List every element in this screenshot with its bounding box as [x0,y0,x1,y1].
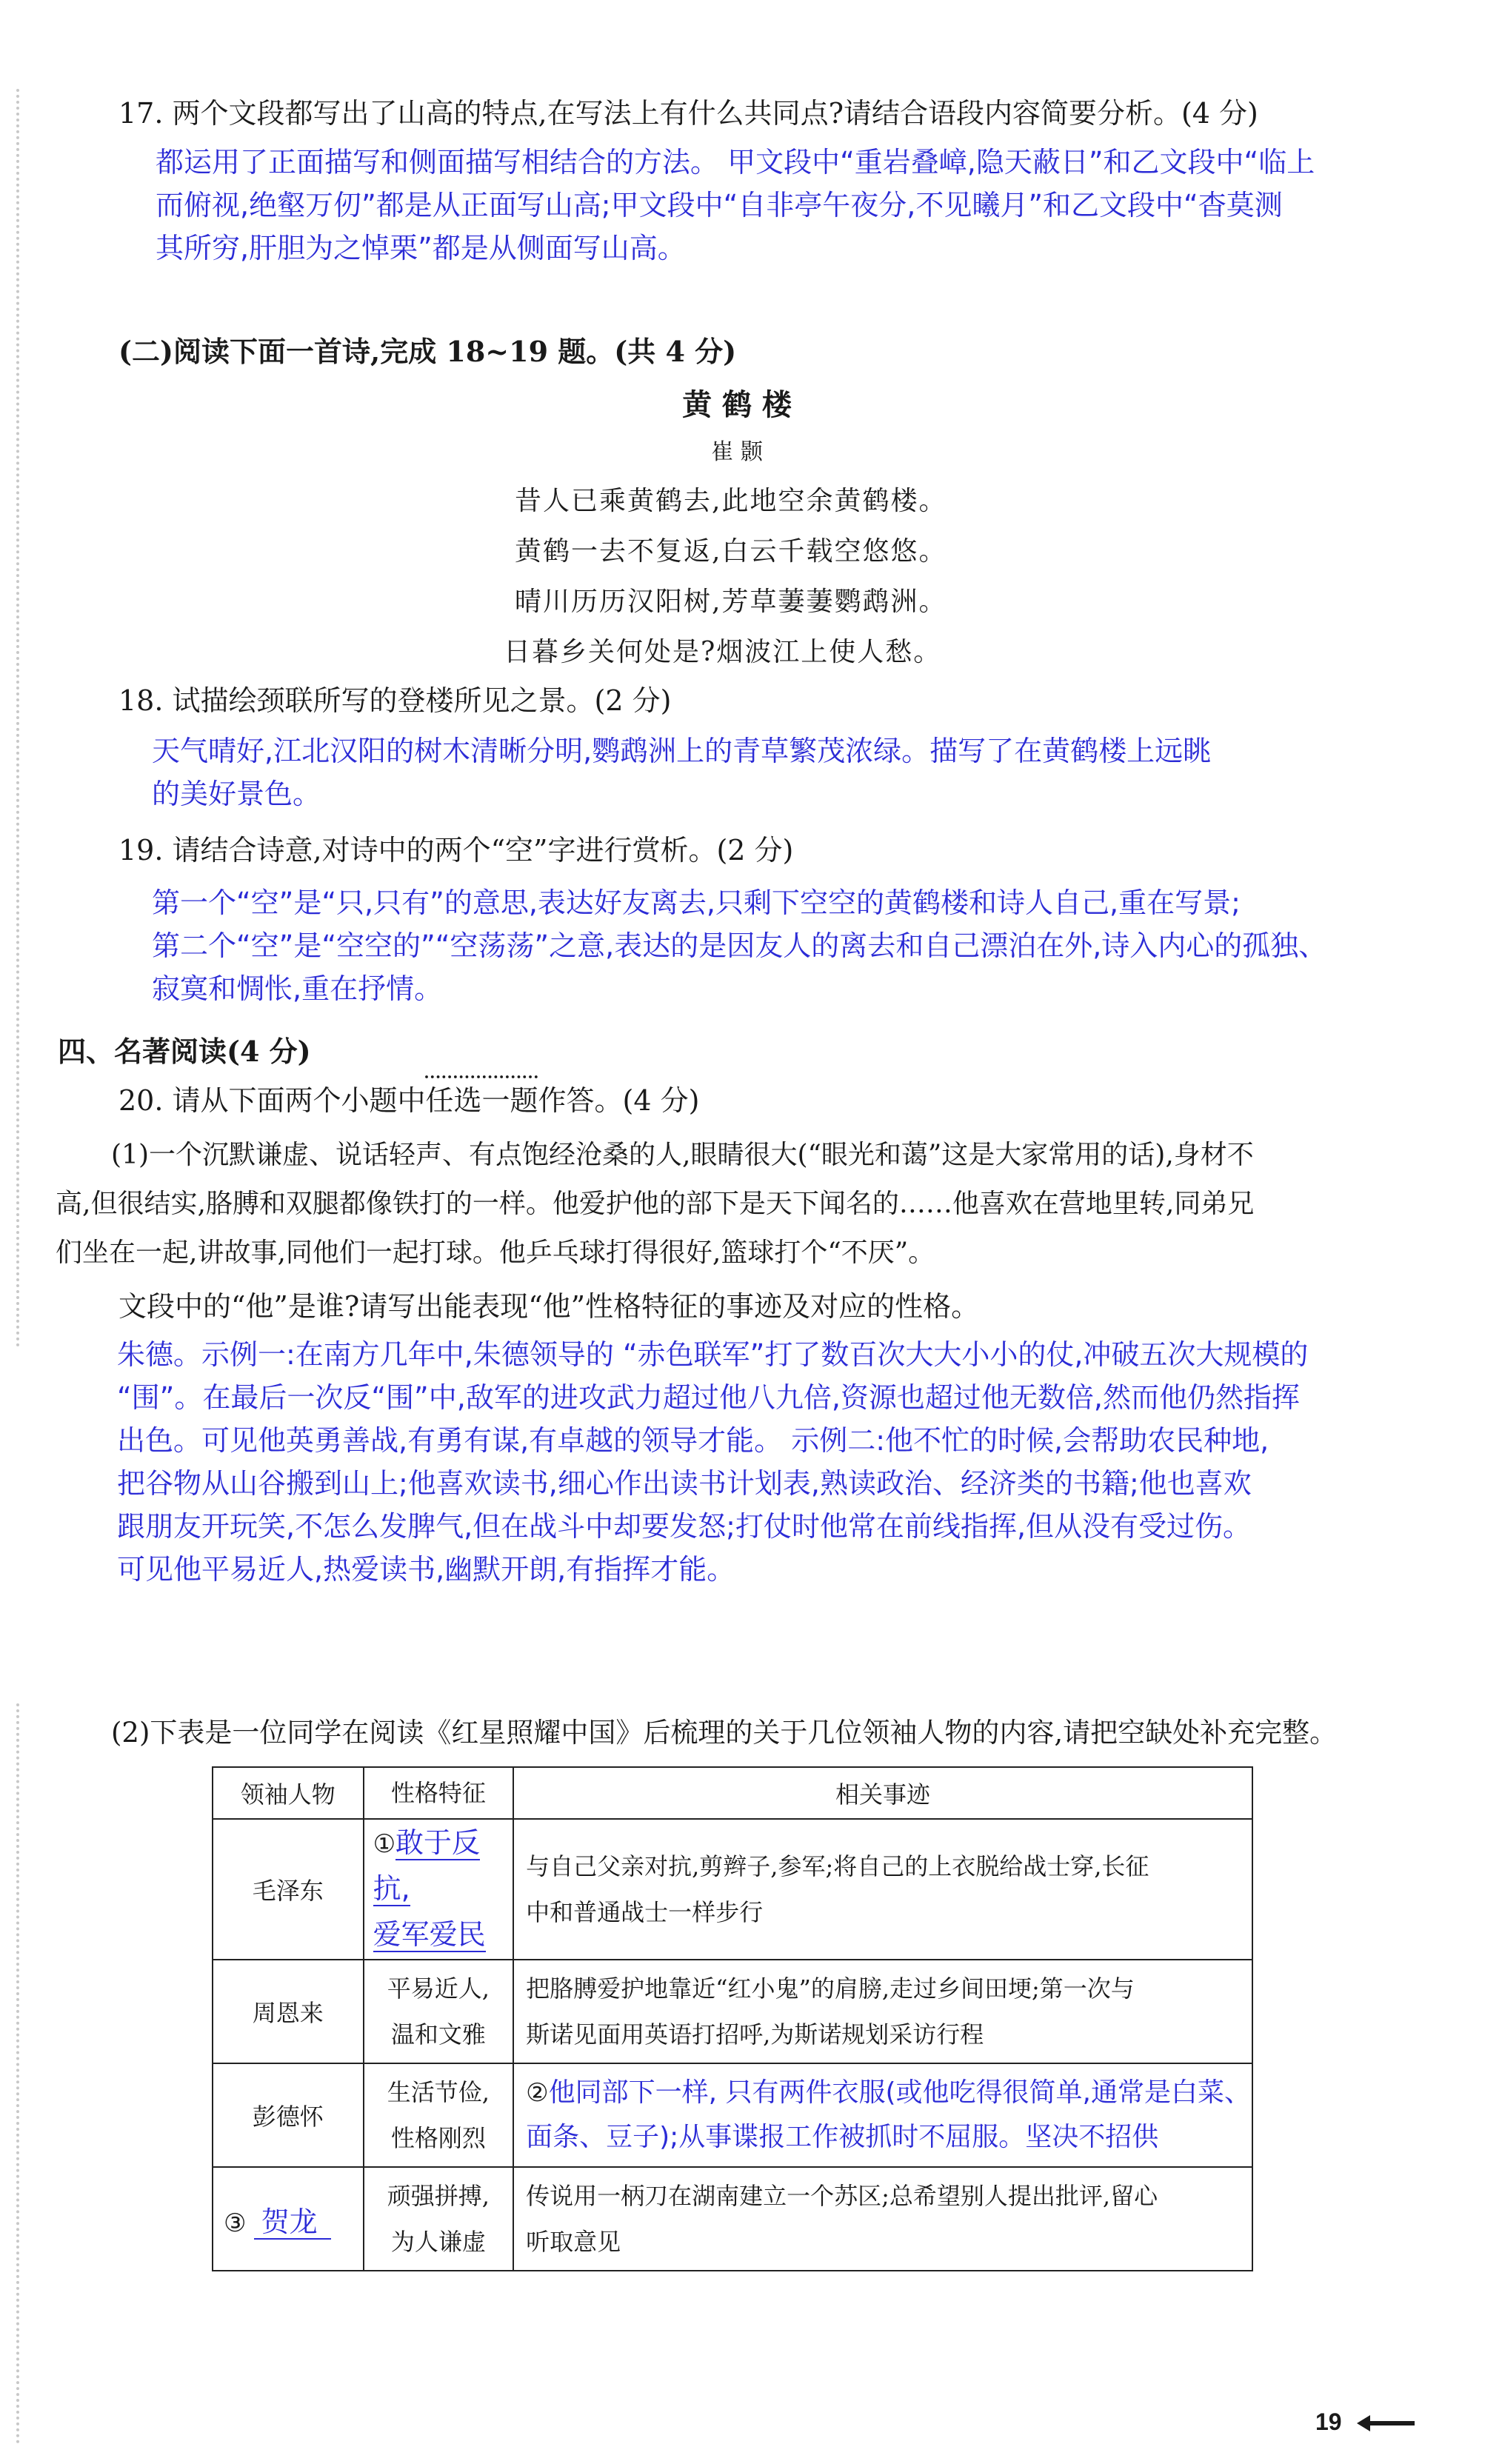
table-row [213,1819,1252,1960]
q20-passage-line-3: 们坐在一起,讲故事,同他们一起打球。他乒乓球打得很好,篮球打个“不厌”。 [56,1238,935,1268]
deeds-line-1: 与自己父亲对抗,剪辫子,参军;将自己的上衣脱给战士穿,长征 [526,1852,1149,1880]
q20-answer-line-3: 出色。可见他英勇善战,有勇有谋,有卓越的领导才能。 示例二:他不忙的时候,会帮助农民种地, [117,1424,1269,1457]
trait-cell [364,1819,514,1960]
deeds-answer-line-2: 面条、豆子);从事谍报工作被抓时不屈服。坚决不招供 [526,2122,1159,2152]
poem-author: 崔 颢 [711,439,763,465]
deeds-line-1: 传说用一柄刀在湖南建立一个苏区;总希望别人提出批评,留心 [526,2182,1158,2210]
leader-name: 周恩来 [213,1960,364,2063]
deeds-line-2: 斯诺见面用英语打招呼,为斯诺规划采访行程 [526,2020,984,2049]
q20-passage-line-2: 高,但很结实,胳膊和双腿都像铁打的一样。他爱护他的部下是天下闻名的……他喜欢在营地里转,同弟兄 [56,1189,1255,1219]
section-4-heading: 四、名著阅读(4 分) [58,1035,311,1068]
trait-line-1: 顽强拼搏, [387,2182,490,2210]
q20-part2-intro: (2)下表是一位同学在阅读《红星照耀中国》后梳理的关于几位领袖人物的内容,请把空缺处补充完整。 [111,1717,1338,1749]
q20-sub-question: 文段中的“他”是谁?请写出能表现“他”性格特征的事迹及对应的性格。 [119,1290,980,1323]
q20-answer-line-5: 跟朋友开玩笑,不怎么发脾气,但在战斗中却要发怒;打仗时他常在前线指挥,但从没有受过伤。 [117,1510,1252,1543]
deeds-line-2: 中和普通战士一样步行 [526,1898,764,1926]
q19-answer-line-1: 第一个“空”是“只,只有”的意思,表达好友离去,只剩下空空的黄鹤楼和诗人自己,重在写景; [152,887,1241,919]
table-header-row [213,1767,1252,1819]
q20-question-dotted: 任选一题 [425,1084,538,1117]
poem-line-2: 黄鹤一去不复返,白云千载空悠悠。 [515,536,947,567]
q20-answer-line-2: “围”。在最后一次反“围”中,敌军的进攻武力超过他八九倍,资源也超过他无数倍,然而他仍然指挥 [117,1381,1300,1414]
q20-passage-line-1: (1)一个沉默谦虚、说话轻声、有点饱经沧桑的人,眼睛很大(“眼光和蔼”这是大家常用的话),身材不 [111,1140,1254,1170]
deeds-cell [513,1960,1252,2063]
arrow-left-icon [1357,2412,1416,2434]
trait-cell [364,1960,514,2063]
q17-answer-line-3: 其所穷,肝胆为之悼栗”都是从侧面写山高。 [156,232,686,264]
leader-name-cell [213,2167,364,2271]
deeds-answer-line-1: 他同部下一样, 只有两件衣服(或他吃得很简单,通常是白菜、 [548,2077,1251,2108]
q18-answer-line-1: 天气晴好,江北汉阳的树木清晰分明,鹦鹉洲上的青草繁茂浓绿。描写了在黄鹤楼上远眺 [152,735,1212,767]
deeds-cell [513,2167,1252,2271]
q20-question [119,1080,699,1121]
leader-name-marker: ③ [224,2208,247,2238]
leaders-table [212,1766,1253,2271]
q20-answer-line-1: 朱德。示例一:在南方几年中,朱德领导的 “赤色联军”打了数百次大大小小的仗,冲破五次大规模的 [117,1338,1309,1371]
trait-cell [364,2167,514,2271]
deeds-line-2: 听取意见 [526,2228,621,2256]
deeds-line-1: 把胳膊爱护地靠近“红小鬼”的肩膀,走过乡间田埂;第一次与 [526,1974,1135,2003]
trait-answer-2: 爱军爱民 [373,1918,486,1951]
poem-line-4: 日暮乡关何处是?烟波江上使人愁。 [504,637,942,667]
table-header-deeds: 相关事迹 [513,1767,1252,1819]
page-number: 19 [1315,2408,1342,2435]
binding-marks-bottom [16,1703,27,2444]
trait-answer-1: 敢于反抗, [373,1826,481,1905]
q20-answer-line-4: 把谷物从山谷搬到山上;他喜欢读书,细心作出读书计划表,熟读政治、经济类的书籍;他也喜欢 [117,1467,1252,1500]
trait-line-1: 平易近人, [387,1974,490,2003]
trait-line-2: 性格刚烈 [390,2124,486,2152]
deeds-cell [513,1819,1252,1960]
poem-line-1: 昔人已乘黄鹤去,此地空余黄鹤楼。 [515,486,947,516]
leader-name: 彭德怀 [213,2063,364,2167]
binding-marks-top [16,89,27,1348]
q17-question: 17. 两个文段都写出了山高的特点,在写法上有什么共同点?请结合语段内容简要分析。(4 分) [119,97,1258,130]
trait-line-2: 为人谦虚 [390,2228,486,2256]
trait-line-1: 生活节俭, [387,2078,490,2106]
table-header-trait: 性格特征 [364,1767,514,1819]
q20-question-suffix: 作答。(4 分) [538,1084,700,1117]
table-row [213,2063,1252,2167]
deeds-marker: ② [526,2078,549,2108]
table-row [213,1960,1252,2063]
section-2-heading: (二)阅读下面一首诗,完成 18~19 题。(共 4 分) [119,335,737,368]
q17-answer-line-2: 而俯视,绝壑万仞”都是从正面写山高;甲文段中“自非亭午夜分,不见曦月”和乙文段中“杳莫测 [156,189,1283,221]
trait-line-2: 温和文雅 [390,2020,486,2049]
table-row [213,2167,1252,2271]
q19-answer-line-3: 寂寞和惆怅,重在抒情。 [152,972,443,1005]
trait-marker: ① [373,1829,396,1859]
leader-name-answer: 贺龙 [254,2206,331,2240]
poem-line-3: 晴川历历汉阳树,芳草萋萋鹦鹉洲。 [515,587,947,617]
q18-question: 18. 试描绘颈联所写的登楼所见之景。(2 分) [119,684,672,717]
q17-answer-line-1: 都运用了正面描写和侧面描写相结合的方法。 甲文段中“重岩叠嶂,隐天蔽日”和乙文段中“临上 [156,146,1315,178]
trait-cell [364,2063,514,2167]
table-header-leader: 领袖人物 [213,1767,364,1819]
deeds-cell [513,2063,1252,2167]
q20-question-prefix: 20. 请从下面两个小题中 [119,1084,426,1117]
q19-question: 19. 请结合诗意,对诗中的两个“空”字进行赏析。(2 分) [119,834,794,867]
leader-name: 毛泽东 [213,1819,364,1960]
q18-answer-line-2: 的美好景色。 [152,778,321,810]
q20-answer-line-6: 可见他平易近人,热爱读书,幽默开朗,有指挥才能。 [117,1553,735,1586]
poem-title: 黄 鹤 楼 [682,387,792,422]
q19-answer-line-2: 第二个“空”是“空空的”“空荡荡”之意,表达的是因友人的离去和自己漂泊在外,诗入内心的孤独、 [152,929,1327,962]
